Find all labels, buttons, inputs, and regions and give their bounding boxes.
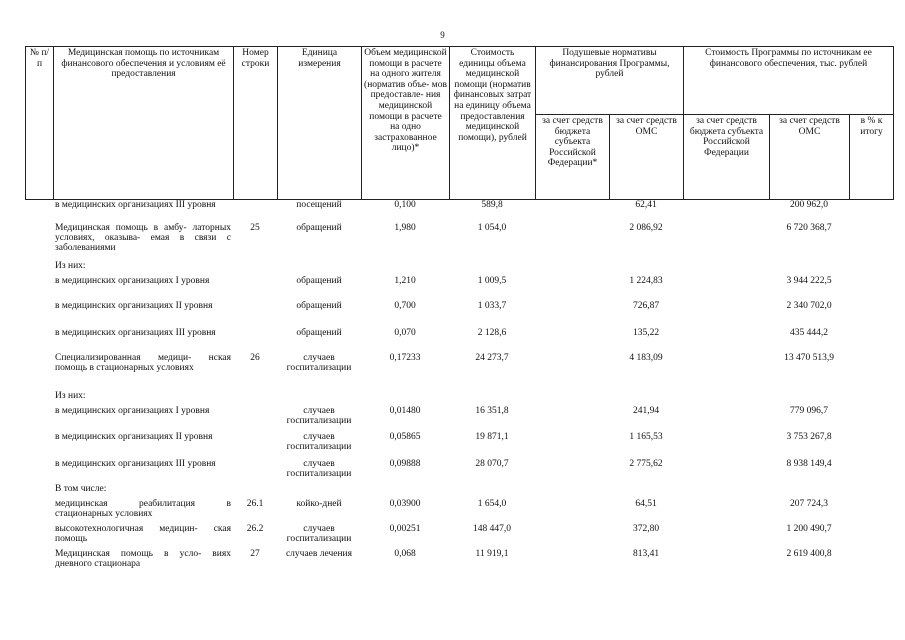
row-oms-total: 6 720 368,7: [786, 223, 832, 233]
row-number: [233, 301, 277, 328]
row-number: 26.2: [246, 524, 264, 534]
row-number: 25: [250, 223, 260, 233]
row-unit-cost: 19 871,1: [475, 432, 509, 442]
row-oms-total: [769, 391, 849, 406]
row-description: в медицинских организациях III уровня: [55, 459, 216, 469]
row-volume: 0,070: [394, 328, 416, 338]
row-description: Из них:: [55, 391, 86, 401]
row-description: медицинская реабилитация в стационарных условиях: [55, 499, 231, 520]
row-number: [233, 484, 277, 499]
row-unit-cost: 589,8: [481, 200, 503, 210]
row-number: [233, 328, 277, 353]
row-volume: [361, 484, 449, 499]
row-number: 26.1: [246, 499, 264, 509]
row-volume: 0,05865: [389, 432, 421, 442]
row-oms-norm: 726,87: [632, 301, 660, 311]
row-oms-norm: 64,51: [635, 499, 657, 509]
row-volume: 0,03900: [389, 499, 421, 509]
row-volume: 0,01480: [389, 406, 421, 416]
table-row: [25, 261, 893, 276]
table-row: [25, 328, 893, 353]
header-volume: Объем медицинской помощи в расчете на одного жителя (норматив объе- мов предоставле- ния медицинской помощи в расчете на одно застрахованное лицо)*: [362, 47, 450, 200]
row-unit: обращений: [296, 328, 342, 338]
row-description: в медицинских организациях III уровня: [55, 328, 216, 338]
row-unit-cost: 16 351,8: [475, 406, 509, 416]
row-number: [233, 459, 277, 484]
header-norms-budget: за счет средств бюджета субъекта Российской Федерации*: [536, 115, 610, 200]
row-volume: 0,09888: [389, 459, 421, 469]
table-body: [25, 200, 893, 574]
table-row: [25, 301, 893, 328]
table-row: [25, 391, 893, 406]
table-row: [25, 432, 893, 459]
row-number: 27: [250, 549, 260, 559]
row-oms-norm: [609, 391, 683, 406]
row-oms-total: 207 724,3: [790, 499, 828, 509]
row-unit-cost: 2 128,6: [477, 328, 507, 338]
table-row: [25, 499, 893, 524]
row-unit: койко-дней: [296, 499, 342, 509]
table-row: [25, 406, 893, 432]
row-unit-cost: 1 033,7: [477, 301, 507, 311]
row-unit: обращений: [296, 223, 342, 233]
row-oms-norm: 241,94: [632, 406, 660, 416]
row-unit-cost: [449, 484, 535, 499]
row-oms-total: 779 096,7: [790, 406, 828, 416]
row-volume: 0,700: [394, 301, 416, 311]
table-row: [25, 200, 893, 223]
row-volume: 0,00251: [389, 524, 421, 534]
row-unit: случаев госпитализации: [286, 353, 352, 374]
table-row: [25, 276, 893, 301]
row-unit: [277, 484, 361, 499]
row-unit: случаев госпитализации: [286, 406, 352, 427]
row-oms-total: 8 938 149,4: [786, 459, 832, 469]
row-description: В том числе:: [55, 484, 107, 494]
header-program-cost: Стоимость Программы по источникам ее финансового обеспечения, тыс. рублей: [684, 47, 894, 115]
row-volume: 0,17233: [389, 353, 421, 363]
row-unit-cost: 24 273,7: [475, 353, 509, 363]
row-volume: 0,100: [394, 200, 416, 210]
row-oms-total: 435 444,2: [790, 328, 828, 338]
row-unit-cost: [449, 391, 535, 406]
row-unit-cost: [449, 261, 535, 276]
row-unit: случаев лечения: [285, 549, 353, 559]
row-number: [233, 276, 277, 301]
table-row: [25, 484, 893, 499]
row-volume: 0,068: [394, 549, 416, 559]
row-unit: посещений: [296, 200, 342, 210]
header-unit-cost: Стоимость единицы объема медицинской помощи (норматив финансовых затрат на единицу объема предоставления медицинской помощи), рублей: [450, 47, 536, 200]
row-oms-total: 200 962,0: [790, 200, 828, 210]
row-unit: случаев госпитализации: [286, 459, 352, 480]
header-unit: Единица измерения: [278, 47, 362, 200]
row-oms-norm: [609, 484, 683, 499]
table-row: [25, 524, 893, 549]
row-oms-norm: 4 183,09: [629, 353, 663, 363]
row-number: [233, 391, 277, 406]
row-number: [233, 200, 277, 223]
row-unit-cost: 1 009,5: [477, 276, 507, 286]
row-description: Специализированная медици- нская помощь в стационарных условиях: [55, 353, 231, 374]
row-volume: 1,210: [394, 276, 416, 286]
row-description: высокотехнологичная медицин- ская помощь: [55, 524, 231, 545]
row-oms-total: 1 200 490,7: [786, 524, 832, 534]
table-header: [25, 46, 894, 200]
row-description: Медицинская помощь в усло- виях дневного стационара: [55, 549, 231, 570]
row-oms-norm: 62,41: [635, 200, 657, 210]
row-oms-total: 2 619 400,8: [786, 549, 832, 559]
row-oms-total: [769, 261, 849, 276]
row-volume: [361, 391, 449, 406]
row-volume: [361, 261, 449, 276]
row-volume: 1,980: [394, 223, 416, 233]
row-oms-norm: 2 775,62: [629, 459, 663, 469]
row-description: Медицинская помощь в амбу- латорных условиях, оказыва- емая в связи с заболеваниями: [55, 223, 231, 254]
header-total-budget: за счет средств бюджета субъекта Российской Федерации: [684, 115, 770, 200]
row-oms-norm: 372,80: [632, 524, 660, 534]
row-oms-total: 3 753 267,8: [786, 432, 832, 442]
header-row-number: Номер строки: [234, 47, 278, 200]
row-oms-total: 13 470 513,9: [784, 353, 834, 363]
row-description: в медицинских организациях II уровня: [55, 301, 213, 311]
row-description: в медицинских организациях I уровня: [55, 276, 210, 286]
row-unit-cost: 148 447,0: [473, 524, 511, 534]
row-number: [233, 261, 277, 276]
row-unit-cost: 28 070,7: [475, 459, 509, 469]
header-total-percent: в % к итогу: [850, 115, 894, 200]
table-row: [25, 459, 893, 484]
table-row: [25, 353, 893, 391]
row-unit-cost: 11 919,1: [475, 549, 509, 559]
row-oms-norm: 135,22: [632, 328, 660, 338]
row-unit: случаев госпитализации: [286, 524, 352, 545]
row-unit: обращений: [296, 276, 342, 286]
row-unit: случаев госпитализации: [286, 432, 352, 453]
page-number: 9: [440, 30, 445, 40]
row-unit-cost: 1 654,0: [477, 499, 507, 509]
row-oms-total: 2 340 702,0: [786, 301, 832, 311]
row-number: [233, 406, 277, 432]
header-norms-oms: за счет средств ОМС: [610, 115, 684, 200]
header-num: № п/п: [26, 47, 54, 200]
row-oms-norm: [609, 261, 683, 276]
row-number: 26: [250, 353, 260, 363]
row-oms-norm: 813,41: [632, 549, 660, 559]
table-row: [25, 549, 893, 574]
row-number: [233, 432, 277, 459]
row-description: в медицинских организациях II уровня: [55, 432, 213, 442]
row-unit: обращений: [296, 301, 342, 311]
row-oms-norm: 1 165,53: [629, 432, 663, 442]
row-unit-cost: 1 054,0: [477, 223, 507, 233]
header-total-oms: за счет средств ОМС: [770, 115, 850, 200]
header-description: Медицинская помощь по источникам финансового обеспечения и условиям её предоставления: [54, 47, 234, 200]
row-oms-norm: 1 224,83: [629, 276, 663, 286]
row-unit: [277, 391, 361, 406]
row-description: в медицинских организациях I уровня: [55, 406, 210, 416]
row-oms-total: [769, 484, 849, 499]
row-description: Из них:: [55, 261, 86, 271]
table-row: [25, 223, 893, 261]
row-oms-total: 3 944 222,5: [786, 276, 832, 286]
header-per-capita-norms: Подушевые нормативы финансирования Программы, рублей: [536, 47, 684, 115]
row-oms-norm: 2 086,92: [629, 223, 663, 233]
row-unit: [277, 261, 361, 276]
row-description: в медицинских организациях III уровня: [55, 200, 216, 210]
